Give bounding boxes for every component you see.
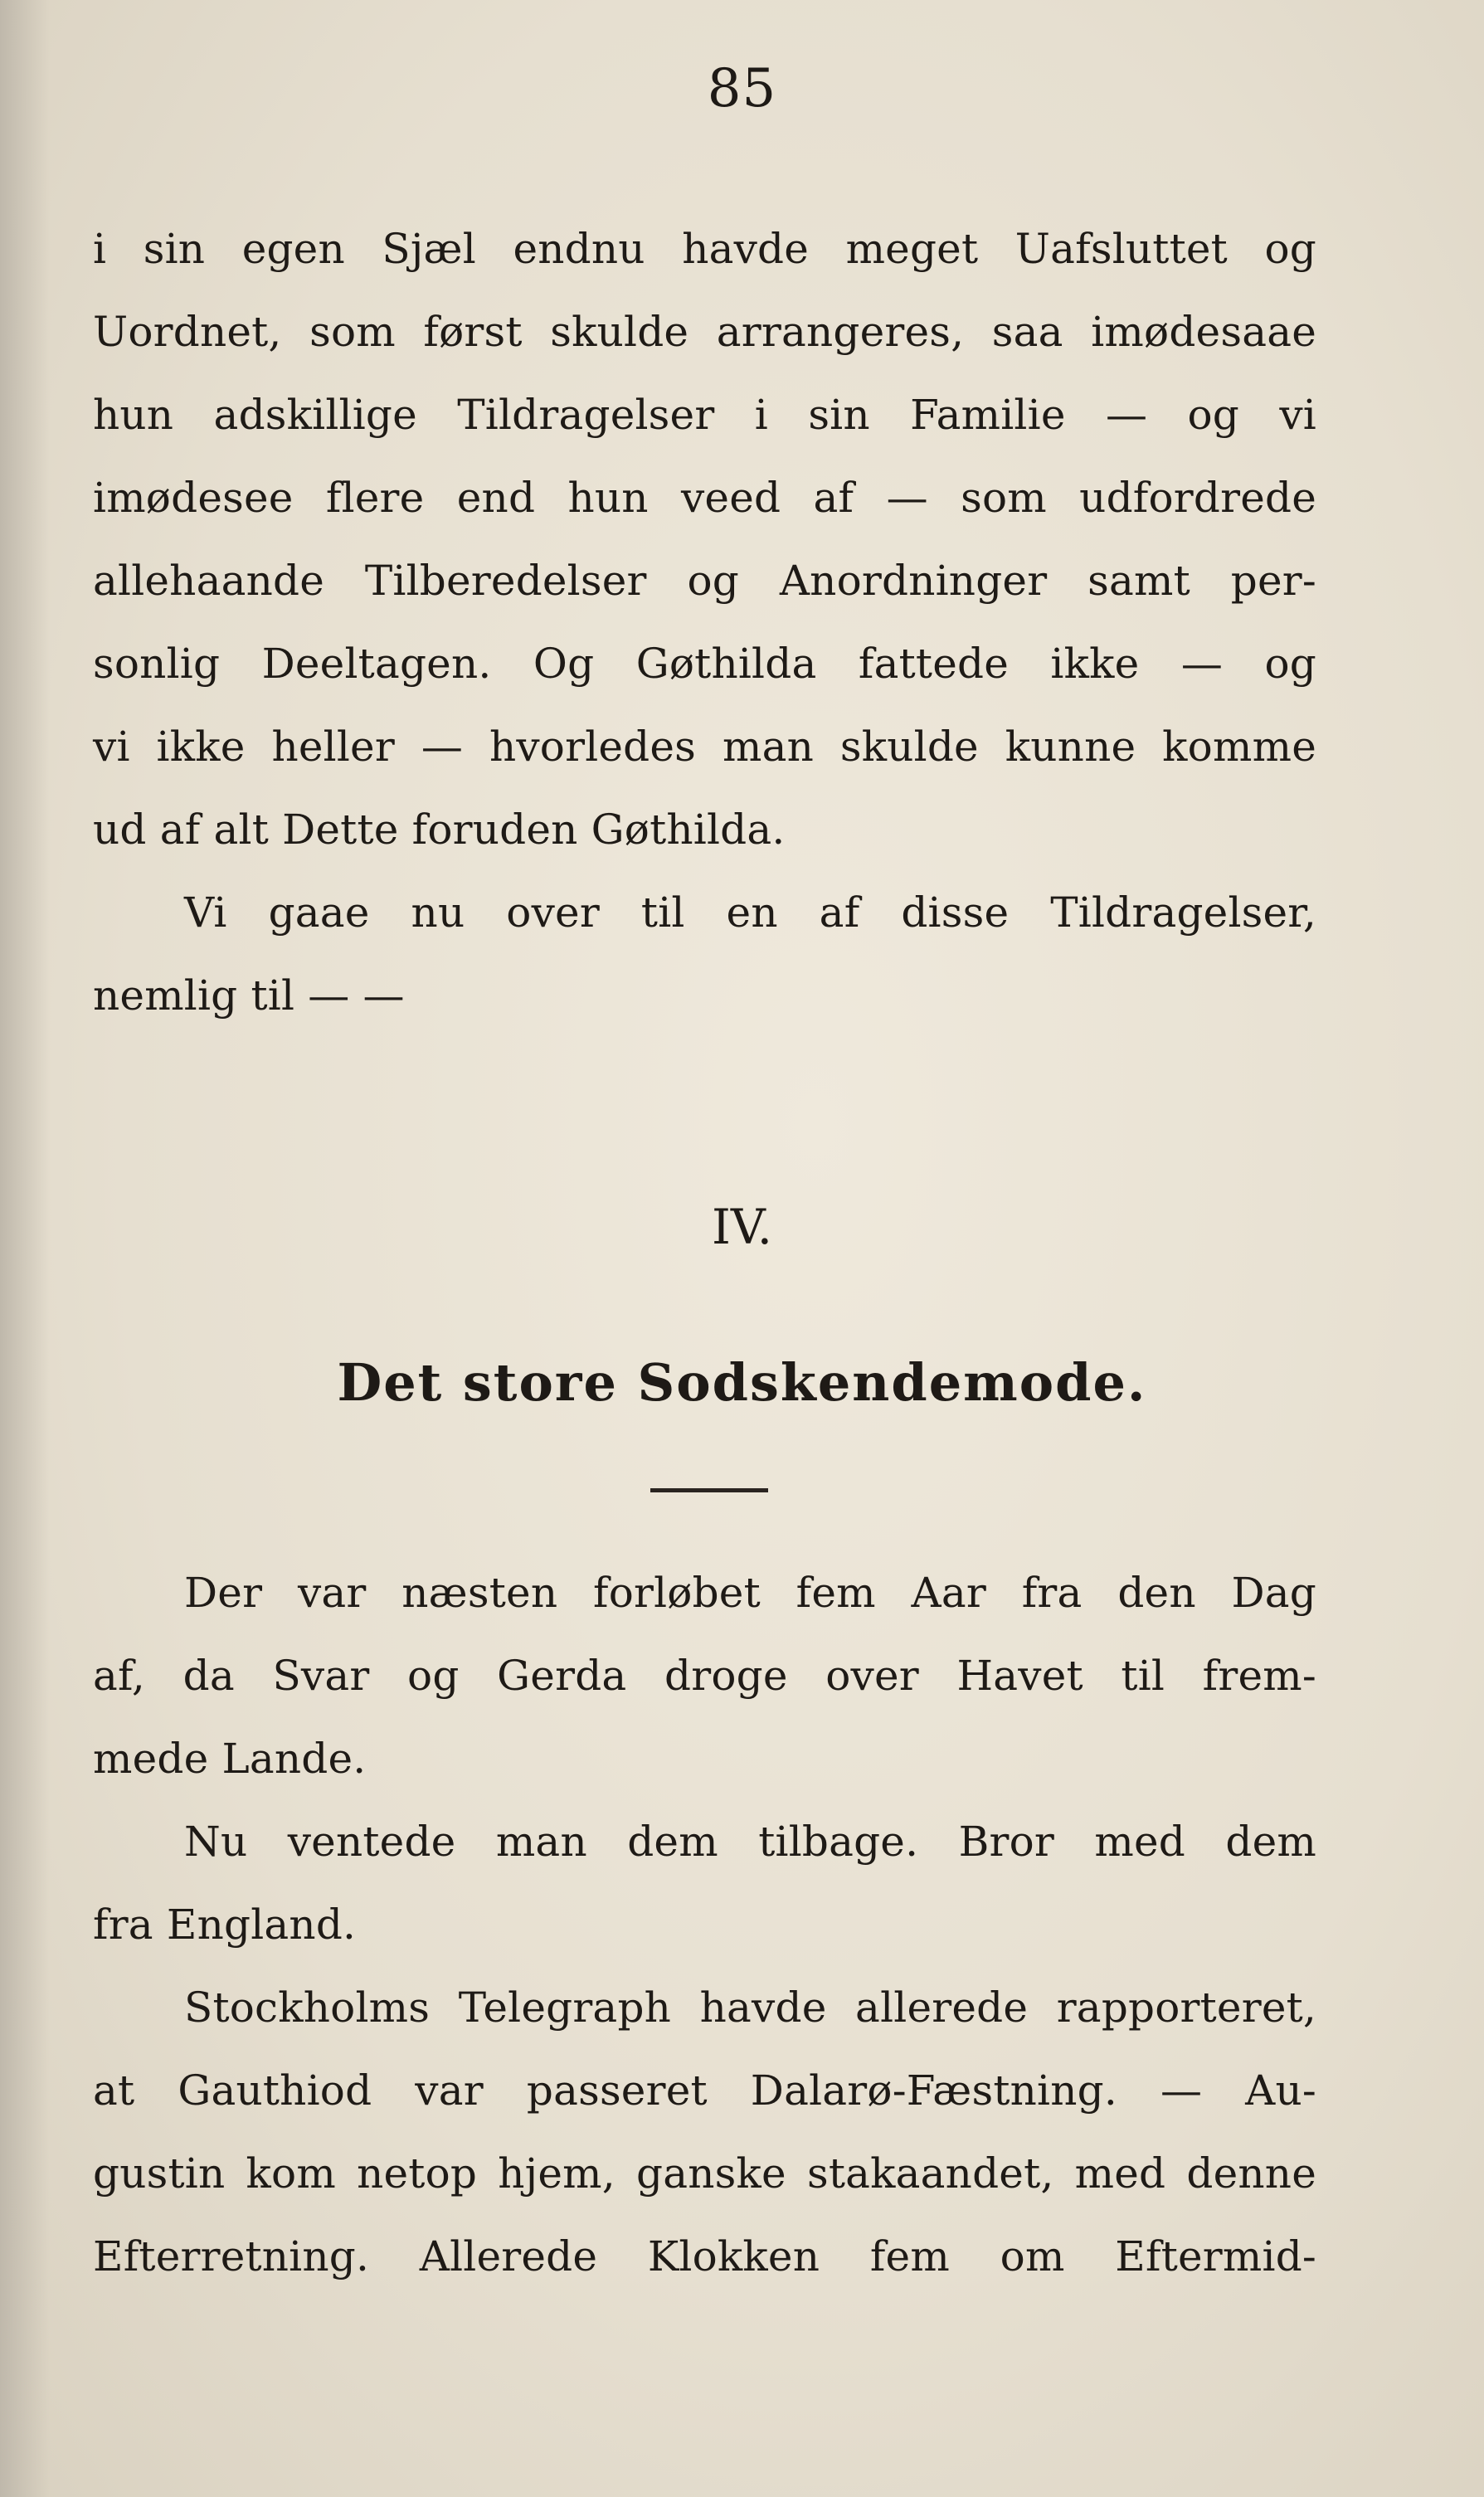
paragraph-continuation — [93, 207, 1316, 871]
text-line: af, da Svar og Gerda droge over Havet til frem- — [93, 1652, 1316, 1700]
chapter-number: IV. — [711, 1199, 773, 1255]
text-line: vi ikke heller — hvorledes man skulde kunne komme — [93, 723, 1316, 771]
page-number: 85 — [707, 58, 777, 119]
paragraph-transition — [93, 871, 1316, 1037]
text-line: gustin kom netop hjem, ganske stakaandet, med denne — [93, 2149, 1316, 2198]
chapter-paragraph-2 — [93, 1800, 1316, 1966]
text-line: at Gauthiod var passeret Dalarø-Fæstning. — Au- — [93, 2066, 1316, 2115]
text-line: imødesee flere end hun veed af — som udfordrede — [93, 474, 1316, 522]
text-line: allehaande Tilberedelser og Anordninger samt per- — [93, 557, 1316, 605]
text-line: ud af alt Dette foruden Gøthilda. — [93, 806, 786, 854]
text-line: Uordnet, som først skulde arrangeres, saa imødesaae — [93, 308, 1316, 356]
chapter-paragraph-3 — [93, 1966, 1316, 2298]
chapter-paragraph-1 — [93, 1551, 1316, 1800]
text-line: sonlig Deeltagen. Og Gøthilda fattede ikke — og — [93, 640, 1316, 688]
text-line: hun adskillige Tildragelser i sin Familie — og vi — [93, 391, 1316, 439]
chapter-title: Det store Sodskendemode. — [337, 1352, 1147, 1413]
text-line: Efterretning. Allerede Klokken fem om Eftermid- — [93, 2232, 1316, 2280]
text-line: i sin egen Sjæl endnu havde meget Uafsluttet og — [93, 225, 1316, 273]
text-line: Nu ventede man dem tilbage. Bror med dem — [184, 1818, 1316, 1866]
text-line: Stockholms Telegraph havde allerede rapporteret, — [184, 1983, 1316, 2032]
text-line: Vi gaae nu over til en af disse Tildragelser, — [184, 888, 1316, 937]
text-line: nemlig til — — — [93, 971, 405, 1020]
text-line: fra England. — [93, 1901, 357, 1949]
text-line: mede Lande. — [93, 1735, 367, 1783]
text-line: Der var næsten forløbet fem Aar fra den Dag — [184, 1569, 1316, 1617]
chapter-divider — [650, 1488, 768, 1492]
